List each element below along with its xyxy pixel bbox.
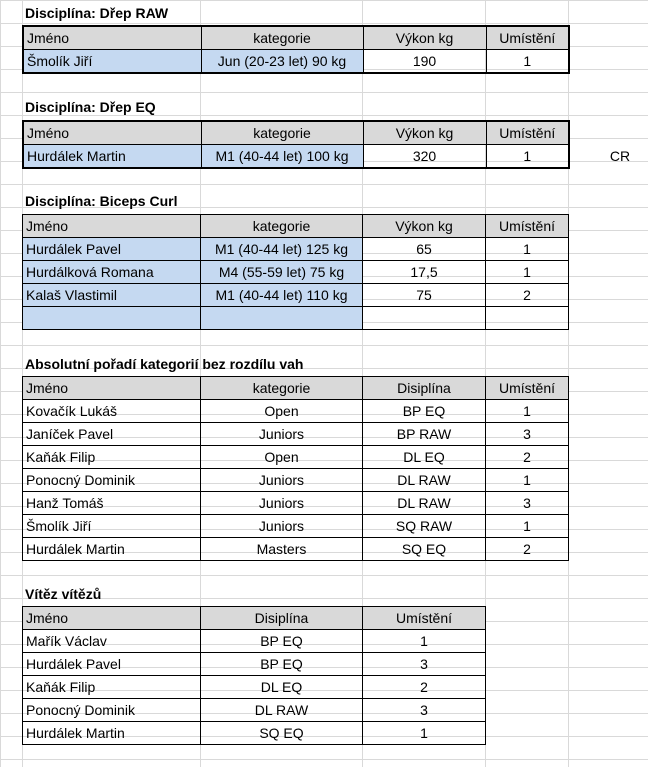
table-row (23, 653, 486, 676)
value-cell[interactable] (363, 307, 486, 330)
discipline-cell[interactable]: SQ EQ (363, 538, 486, 561)
table-header-row (23, 121, 569, 145)
table-row (23, 469, 569, 492)
place-cell[interactable]: 2 (486, 446, 569, 469)
place-cell[interactable]: 3 (486, 492, 569, 515)
header-cell[interactable]: Výkon kg (363, 121, 486, 145)
section-title-winner-of-winners: Vítěz vítězů (25, 586, 102, 602)
header-cell[interactable]: Výkon kg (363, 26, 486, 50)
header-cell[interactable]: Jméno (23, 121, 201, 145)
place-cell[interactable]: 2 (486, 284, 569, 307)
place-cell[interactable]: 3 (363, 653, 486, 676)
category-cell[interactable]: Juniors (201, 423, 363, 446)
table-row (23, 261, 569, 284)
table-row (23, 400, 569, 423)
place-cell[interactable]: 1 (486, 469, 569, 492)
place-cell[interactable]: 1 (363, 722, 486, 745)
table-row (23, 699, 486, 722)
category-cell[interactable]: M1 (40-44 let) 110 kg (201, 284, 363, 307)
table-drep-raw (22, 25, 570, 74)
name-cell[interactable]: Šmolík Jiří (23, 50, 201, 74)
discipline-cell[interactable]: DL EQ (201, 676, 363, 699)
table-header-row (23, 607, 486, 630)
section-title-absolute-ranking: Absolutní pořadí kategorií bez rozdílu vah (25, 356, 304, 372)
name-cell[interactable]: Hanž Tomáš (23, 492, 201, 515)
table-winner-of-winners (22, 606, 486, 745)
table-header-row (23, 215, 569, 238)
category-cell[interactable]: M4 (55-59 let) 75 kg (201, 261, 363, 284)
table-row (23, 423, 569, 446)
name-cell[interactable]: Janíček Pavel (23, 423, 201, 446)
header-cell[interactable]: Výkon kg (363, 215, 486, 238)
category-cell[interactable]: Juniors (201, 469, 363, 492)
name-cell[interactable]: Kovačík Lukáš (23, 400, 201, 423)
table-row (23, 446, 569, 469)
table-row (23, 238, 569, 261)
place-cell[interactable]: 2 (486, 538, 569, 561)
place-cell[interactable] (486, 307, 569, 330)
header-cell[interactable]: Umístění (486, 215, 569, 238)
name-cell[interactable]: Hurdálková Romana (23, 261, 201, 284)
category-cell[interactable]: Jun (20-23 let) 90 kg (201, 50, 363, 74)
header-cell[interactable]: Umístění (363, 607, 486, 630)
category-cell[interactable]: Juniors (201, 492, 363, 515)
name-cell[interactable]: Ponocný Dominik (23, 469, 201, 492)
table-header-row (23, 377, 569, 400)
discipline-cell[interactable]: BP RAW (363, 423, 486, 446)
value-cell[interactable]: 320 (363, 145, 486, 169)
table-row (23, 676, 486, 699)
header-cell[interactable]: Umístění (486, 377, 569, 400)
header-cell[interactable]: kategorie (201, 377, 363, 400)
value-cell[interactable]: 190 (363, 50, 486, 74)
table-row (23, 284, 569, 307)
table-row (23, 307, 569, 330)
place-cell[interactable]: 1 (486, 261, 569, 284)
name-cell[interactable]: Kalaš Vlastimil (23, 284, 201, 307)
header-cell[interactable]: Jméno (23, 26, 201, 50)
table-row (23, 515, 569, 538)
table-row (23, 145, 569, 169)
header-cell[interactable]: kategorie (201, 121, 363, 145)
name-cell[interactable]: Kaňák Filip (23, 446, 201, 469)
table-row (23, 630, 486, 653)
name-cell[interactable]: Hurdálek Martin (23, 722, 201, 745)
name-cell[interactable] (23, 307, 201, 330)
name-cell[interactable]: Kaňák Filip (23, 676, 201, 699)
section-title-drep-eq: Disciplína: Dřep EQ (25, 99, 156, 115)
discipline-cell[interactable]: DL RAW (363, 469, 486, 492)
section-title-biceps-curl: Disciplína: Biceps Curl (25, 193, 178, 209)
discipline-cell[interactable]: BP EQ (363, 400, 486, 423)
table-row (23, 492, 569, 515)
name-cell[interactable]: Šmolík Jiří (23, 515, 201, 538)
value-cell[interactable]: 65 (363, 238, 486, 261)
place-cell[interactable]: 1 (486, 238, 569, 261)
discipline-cell[interactable]: DL EQ (363, 446, 486, 469)
table-absolute-ranking (22, 376, 569, 561)
record-note[interactable]: CR (609, 148, 631, 164)
category-cell[interactable]: Open (201, 400, 363, 423)
header-cell[interactable]: Umístění (486, 121, 569, 145)
category-cell[interactable] (201, 307, 363, 330)
header-cell[interactable]: Disiplína (201, 607, 363, 630)
header-cell[interactable]: Disiplína (363, 377, 486, 400)
value-cell[interactable]: 17,5 (363, 261, 486, 284)
discipline-cell[interactable]: BP EQ (201, 653, 363, 676)
table-biceps-curl (22, 214, 569, 330)
header-cell[interactable]: Umístění (486, 26, 569, 50)
table-row (23, 722, 486, 745)
value-cell[interactable]: 75 (363, 284, 486, 307)
header-cell[interactable]: Jméno (23, 377, 201, 400)
discipline-cell[interactable]: SQ EQ (201, 722, 363, 745)
place-cell[interactable]: 3 (486, 423, 569, 446)
name-cell[interactable]: Ponocný Dominik (23, 699, 201, 722)
place-cell[interactable]: 2 (363, 676, 486, 699)
discipline-cell[interactable]: DL RAW (201, 699, 363, 722)
name-cell[interactable]: Hurdálek Martin (23, 145, 201, 169)
discipline-cell[interactable]: SQ RAW (363, 515, 486, 538)
category-cell[interactable]: Juniors (201, 515, 363, 538)
place-cell[interactable]: 1 (486, 515, 569, 538)
header-cell[interactable]: kategorie (201, 26, 363, 50)
place-cell[interactable]: 1 (486, 400, 569, 423)
category-cell[interactable]: Masters (201, 538, 363, 561)
category-cell[interactable]: M1 (40-44 let) 100 kg (201, 145, 363, 169)
category-cell[interactable]: Open (201, 446, 363, 469)
name-cell[interactable]: Mařík Václav (23, 630, 201, 653)
place-cell[interactable]: 3 (363, 699, 486, 722)
table-row (23, 538, 569, 561)
header-cell[interactable]: Jméno (23, 215, 201, 238)
name-cell[interactable]: Hurdálek Pavel (23, 238, 201, 261)
place-cell[interactable]: 1 (363, 630, 486, 653)
name-cell[interactable]: Hurdálek Martin (23, 538, 201, 561)
discipline-cell[interactable]: DL RAW (363, 492, 486, 515)
header-cell[interactable]: kategorie (201, 215, 363, 238)
table-drep-eq (22, 120, 570, 169)
name-cell[interactable]: Hurdálek Pavel (23, 653, 201, 676)
category-cell[interactable]: M1 (40-44 let) 125 kg (201, 238, 363, 261)
header-cell[interactable]: Jméno (23, 607, 201, 630)
discipline-cell[interactable]: BP EQ (201, 630, 363, 653)
place-cell[interactable]: 1 (486, 145, 569, 169)
table-header-row (23, 26, 569, 50)
table-row (23, 50, 569, 74)
place-cell[interactable]: 1 (486, 50, 569, 74)
section-title-drep-raw: Disciplína: Dřep RAW (25, 5, 169, 21)
